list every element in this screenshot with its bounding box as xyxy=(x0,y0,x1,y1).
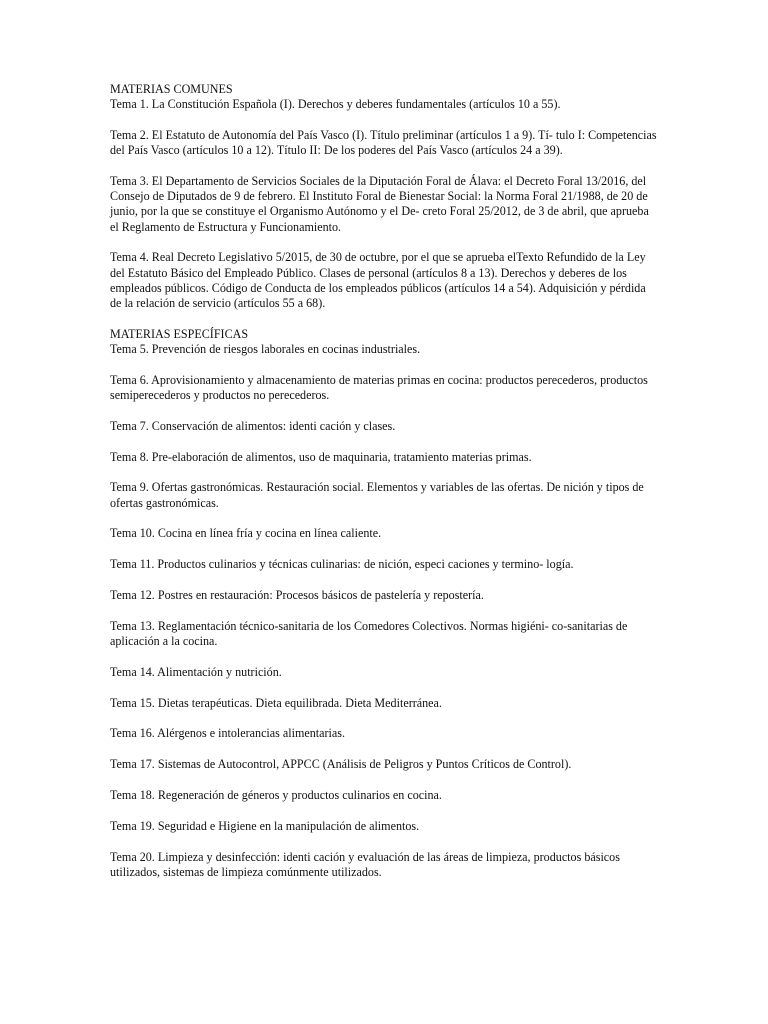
topic-13: Tema 13. Reglamentación técnico-sanitaria de los Comedores Colectivos. Normas higiéni- co-sanitarias de aplicación a la cocina. xyxy=(110,618,628,648)
topic-12: Tema 12. Postres en restauración: Procesos básicos de pastelería y repostería. xyxy=(110,588,484,602)
topic-11: Tema 11. Productos culinarios y técnicas culinarias: de nición, especi caciones y termino- logía. xyxy=(110,557,574,572)
topic-17: Tema 17. Sistemas de Autocontrol, APPCC (Análisis de Peligros y Puntos Críticos de Control). xyxy=(110,757,572,772)
section-heading-common: MATERIAS COMUNES xyxy=(110,82,233,96)
topic-7: Tema 7. Conservación de alimentos: identi cación y clases. xyxy=(110,418,396,433)
topic-14: Tema 14. Alimentación y nutrición. xyxy=(110,664,282,679)
topic-1: Tema 1. La Constitución Española (I). Derechos y deberes fundamentales (artículos 10 a 55). xyxy=(110,97,561,112)
topic-15: Tema 15. Dietas terapéuticas. Dieta equilibrada. Dieta Mediterránea. xyxy=(110,695,442,710)
section-heading-specific: MATERIAS ESPECÍFICAS xyxy=(110,326,249,341)
topic-2: Tema 2. El Estatuto de Autonomía del País Vasco (I). Título preliminar (artículos 1 a 9). Tí- tulo I: Competencias del País Vasco (artículos 10 a 12). Título II: De los poderes del País Vasco (artículos 24 a 39). xyxy=(110,128,657,158)
topic-18: Tema 18. Regeneración de géneros y productos culinarios en cocina. xyxy=(110,787,442,802)
topic-19: Tema 19. Seguridad e Higiene en la manipulación de alimentos. xyxy=(110,818,420,833)
topic-8: Tema 8. Pre-elaboración de alimentos, uso de maquinaria, tratamiento materias primas. xyxy=(110,449,532,464)
topic-16: Tema 16. Alérgenos e intolerancias alimentarias. xyxy=(110,726,346,741)
topic-3: Tema 3. El Departamento de Servicios Sociales de la Diputación Foral de Álava: el Decreto Foral 13/2016, del Consejo de Diputados de 9 de febrero. El Instituto Foral de Bienestar Social: la Norma Foral 21/1988, de 20 de junio, por la que se constituye el Organismo Autónomo y el De- creto Foral 25/2012, de 3 de abril, que aprueba el Reglamento de Estructura y Funcionamiento. xyxy=(110,174,649,234)
document-page xyxy=(110,82,658,896)
topic-6: Tema 6. Aprovisionamiento y almacenamiento de materias primas en cocina: productos perecederos, productos semiperecederos y productos no perecederos. xyxy=(110,372,648,403)
topic-10: Tema 10. Cocina en línea fría y cocina en línea caliente. xyxy=(110,526,382,541)
topic-20: Tema 20. Limpieza y desinfección: identi cación y evaluación de las áreas de limpieza, productos básicos utilizados, sistemas de limpieza comúnmente utilizados. xyxy=(110,849,620,879)
topic-9: Tema 9. Ofertas gastronómicas. Restauración social. Elementos y variables de las ofertas. De nición y tipos de ofertas gastronómicas. xyxy=(110,480,644,510)
topic-4: Tema 4. Real Decreto Legislativo 5/2015, de 30 de octubre, por el que se aprueba elTexto Refundido de la Ley del Estatuto Básico del Empleado Público. Clases de personal (artículos 8 a 13). Derechos y deberes de los empleados públicos. Código de Conducta de los empleados públicos (artículos 14 a 54). Adquisición y pérdida de la relación de servicio (artículos 55 a 68). xyxy=(110,250,646,311)
topic-5: Tema 5. Prevención de riesgos laborales en cocinas industriales. xyxy=(110,342,421,357)
